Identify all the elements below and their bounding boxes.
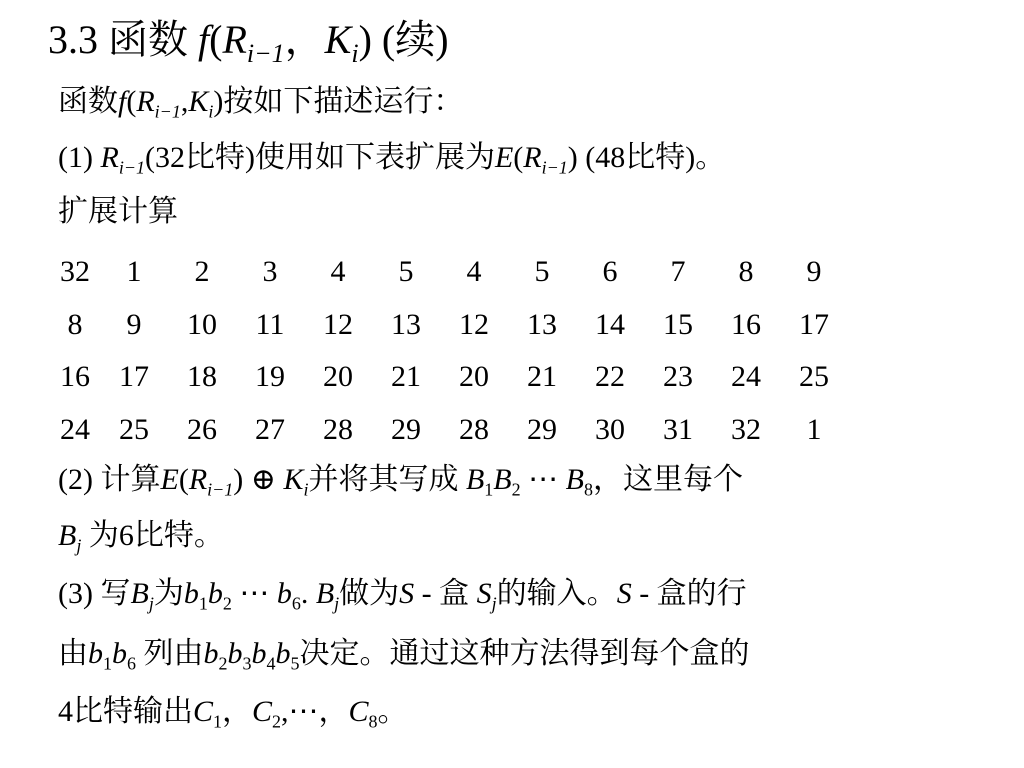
step3-bj: B [315,577,335,610]
step2-b8: B [565,463,584,496]
step3b-lb4: b [251,637,267,670]
table-cell: 4 [466,255,482,289]
table-cell: 8 [738,255,754,289]
table-cell: 21 [391,360,421,394]
title-prefix: 3.3 函数 [48,17,198,62]
table-cell: 32 [60,255,90,289]
intro-line [58,82,463,122]
step2-dots: ⋯ [520,463,566,496]
step3b-lb1: b [88,637,103,670]
step3b-lb6: b [112,637,127,670]
step3b-text2: 列由 [136,637,204,670]
expansion-table [50,246,848,456]
step3b-lb5: b [275,637,291,670]
step2-e: E [160,463,179,496]
step3b-lb2-sub: 2 [218,653,228,674]
step3b-lb3-sub: 3 [242,653,252,674]
step3b-lb1-sub: 1 [103,653,112,674]
title-sep: ， [284,17,325,62]
table-cell: 11 [255,307,285,341]
step3c-comma2: ,⋯， [281,695,349,728]
intro-k-sub: i [208,101,214,122]
table-cell: 10 [187,307,217,341]
table-cell: 12 [323,307,353,341]
table-cell: 7 [670,255,686,289]
title-suffix: (续) [371,17,449,62]
step3c-c1-sub: 1 [213,711,223,732]
table-cell: 24 [731,360,761,394]
intro-open: ( [126,85,137,118]
step3-lb6: b [276,577,292,610]
intro-k: K [188,85,209,118]
table-cell: 30 [595,412,625,446]
step2-r: R [188,463,208,496]
table-cell: 13 [391,307,421,341]
table-cell: 1 [806,412,822,446]
step3c-c2: C [252,695,273,728]
step1-r-sub: i−1 [118,157,145,178]
table-cell: 9 [126,307,142,341]
table-cell: 26 [187,412,217,446]
title-open: ( [209,17,223,62]
step3b-lb3: b [227,637,243,670]
title-k-sub: i [351,39,359,69]
table-cell: 13 [527,307,557,341]
table-cell: 19 [255,360,285,394]
step3-bj-sub: j [334,593,340,614]
table-cell: 24 [60,412,90,446]
table-cell: 12 [459,307,489,341]
table-cell: 28 [323,412,353,446]
step3b-lb5-sub: 5 [290,653,300,674]
table-cell: 2 [194,255,210,289]
table-row [50,299,848,352]
table-cell: 16 [60,360,90,394]
step2b-b: B [58,519,77,552]
step2-b1-sub: 1 [484,479,494,500]
step3c-end: 。 [377,695,408,728]
step3c-comma1: ， [222,695,253,728]
step3c-c2-sub: 2 [272,711,282,732]
step3b-lb6-sub: 6 [127,653,136,674]
step3-num: (3) 写 [58,577,131,610]
table-cell: 14 [595,307,625,341]
table-cell: 9 [806,255,822,289]
table-cell: 23 [663,360,693,394]
step1-text1: (32比特)使用如下表扩展为 [144,141,495,174]
title-k: K [324,17,352,62]
table-cell: 1 [126,255,142,289]
step3-s1: S [399,577,415,610]
step2b-text: 为6比特。 [81,519,224,552]
table-row [50,246,848,299]
step2-num: (2) 计算 [58,463,161,496]
step3b-text1: 由 [58,637,88,670]
step1-r2: R [523,141,542,174]
intro-tail: )按如下描述运行： [213,85,464,118]
step3c-text1: 4比特输出 [58,695,193,728]
step2-b8-sub: 8 [583,479,593,500]
table-cell: 20 [459,360,489,394]
step1-num: (1) [58,141,101,174]
step2-b2: B [493,463,512,496]
table-cell: 25 [119,412,149,446]
table-cell: 4 [330,255,346,289]
step1-r2-sub: i−1 [541,157,568,178]
step1-line [58,138,725,178]
step3c-c8: C [348,695,369,728]
table-cell: 16 [731,307,761,341]
step1-open: ( [513,141,524,174]
table-cell: 15 [663,307,693,341]
step3-lb1-sub: 1 [198,593,208,614]
step3-s2: S [476,577,492,610]
step2-b1: B [465,463,485,496]
step3b-lb2: b [203,637,219,670]
step2-continuation [58,516,224,556]
step3-text5: 的输入。 [496,577,617,610]
expand-heading: 扩展计算 [58,195,178,228]
table-cell: 21 [527,360,557,394]
intro-prefix: 函数 [58,85,118,118]
slide-title [48,14,449,69]
table-cell: 20 [323,360,353,394]
step1-text2: ) (48比特)。 [567,141,726,174]
table-cell: 5 [398,255,414,289]
step3-s3: S [616,577,632,610]
table-cell: 29 [527,412,557,446]
table-row [50,351,848,404]
step3c-c8-sub: 8 [368,711,378,732]
table-cell: 17 [119,360,149,394]
step2-open: ( [178,463,189,496]
table-cell: 6 [602,255,618,289]
intro-comma: , [180,85,189,118]
step2-b2-sub: 2 [511,479,521,500]
title-f: f [198,17,210,62]
table-cell: 22 [595,360,625,394]
table-cell: 8 [67,307,83,341]
step2-line [58,460,743,500]
step3-line [58,574,747,614]
table-cell: 18 [187,360,217,394]
step2-k: K [283,463,304,496]
step3-lb2: b [207,577,223,610]
step3-text3: 做为 [339,577,400,610]
step3-continuation-1 [58,634,750,674]
step3-lb1: b [183,577,199,610]
title-r-sub: i−1 [246,39,285,69]
table-cell: 25 [799,360,829,394]
step3-s2-sub: j [491,593,497,614]
step3-text4: - 盒 [414,577,477,610]
table-cell: 29 [391,412,421,446]
step1-e: E [494,141,514,174]
table-row [50,404,848,457]
table-cell: 3 [262,255,278,289]
step3-text2: . [300,577,316,610]
step3-lb6-sub: 6 [291,593,301,614]
step2-text1: 并将其写成 [308,463,466,496]
title-close: ) [358,17,372,62]
step2-text2: ，这里每个 [592,463,743,496]
step3-lb2-sub: 2 [222,593,232,614]
step3-b: B [130,577,149,610]
title-r: R [222,17,247,62]
step3-dots: ⋯ [231,577,277,610]
table-cell: 27 [255,412,285,446]
step2b-b-sub: j [76,535,82,556]
table-cell: 32 [731,412,761,446]
table-cell: 5 [534,255,550,289]
step2-k-sub: i [303,479,309,500]
step3b-text3: 决定。通过这种方法得到每个盒的 [299,637,750,670]
step3c-c1: C [193,695,214,728]
table-cell: 31 [663,412,693,446]
step3-text6: - 盒的行 [631,577,747,610]
step3-text1: 为 [153,577,184,610]
step3-b-sub: j [148,593,154,614]
intro-f: f [118,85,127,118]
intro-r-sub: i−1 [154,101,181,122]
table-cell: 17 [799,307,829,341]
step2-r-sub: i−1 [207,479,234,500]
intro-r: R [136,85,155,118]
step3b-lb4-sub: 4 [266,653,276,674]
table-cell: 28 [459,412,489,446]
step3-continuation-2 [58,692,408,732]
step2-xor: ) ⊕ [233,463,284,496]
step1-r: R [100,141,119,174]
